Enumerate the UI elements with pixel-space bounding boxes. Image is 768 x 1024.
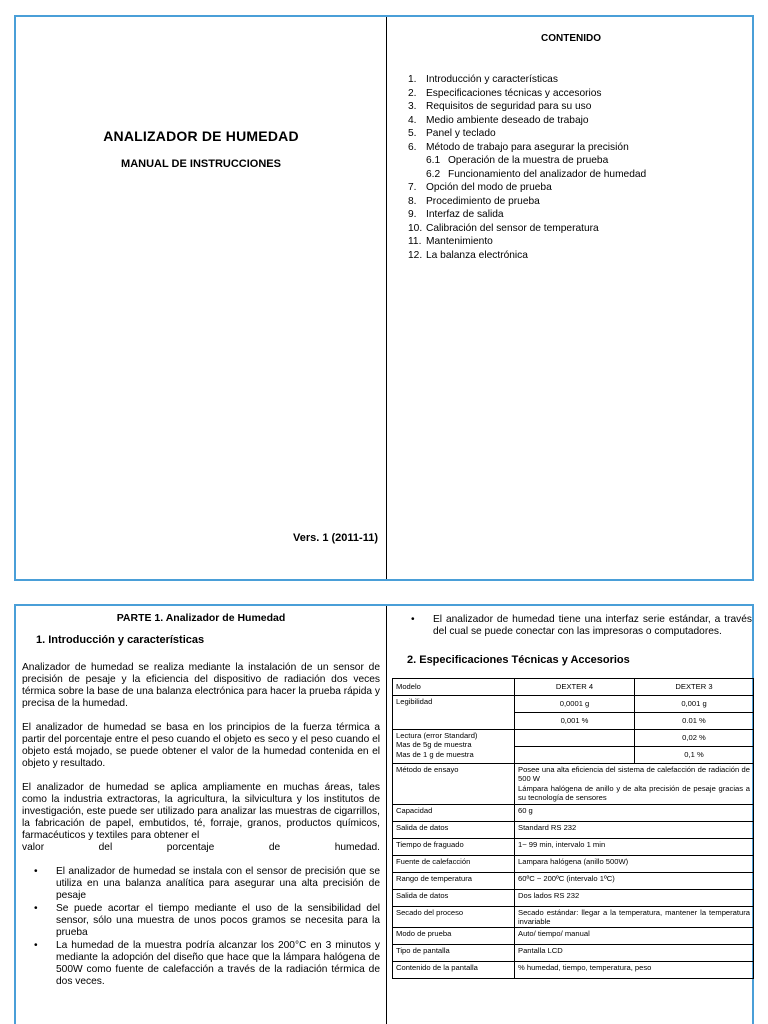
table-row [393,679,754,696]
paragraph-end [22,842,380,854]
cell-line: Lectura (error Standard) [396,731,478,740]
part-title: PARTE 1. Analizador de Humedad [116,612,286,624]
cell-line: Auto/ tiempo/ manual [518,929,590,939]
toc-item-label: Método de trabajo para asegurar la precisión [426,141,629,153]
document-title: ANALIZADOR DE HUMEDAD [103,128,299,144]
cell-line: Mas de 1 g de muestra [396,749,474,759]
toc-item [408,195,646,209]
cell-line: Standard RS 232 [518,822,577,832]
table-cell: 0,02 % [635,730,754,747]
contents-heading: CONTENIDO [541,33,601,44]
table-cell [393,730,515,764]
table-cell: Fuente de calefacción [393,855,515,872]
toc-item-label: Funcionamiento del analizador de humedad [448,168,647,180]
toc-item-label: Procedimiento de prueba [426,195,540,207]
toc-item-number: 2. [408,87,417,99]
cell-line: % humedad, tiempo, temperatura, peso [518,963,652,973]
section-heading: 1. Introducción y características [36,634,205,646]
table-cell: Método de ensayo [393,764,515,805]
table-cell: DEXTER 4 [515,679,635,696]
table-of-contents [408,73,646,262]
cell-line: Mas de 5g de muestra [396,740,472,750]
toc-item-number: 8. [408,195,417,207]
table-cell [515,747,635,764]
toc-item-number: 5. [408,128,417,139]
word: porcentaje [166,842,215,853]
toc-item [408,222,646,236]
table-cell [515,962,754,979]
section-heading: 2. Especificaciones Técnicas y Accesorios [407,654,630,666]
paragraph: Analizador de humedad se realiza mediante la instalación de un sensor de precisión de pesaje y la eficiencia del dispositivo de radiación dos veces térmica sobre la base de una balanza electrónica para hacer la prueba rápida y precisa de la humedad. [22,662,380,709]
word: de [268,842,281,853]
toc-item-label: Introducción y características [426,74,558,85]
table-row [393,730,754,747]
toc-item [408,73,646,87]
toc-item-number: 7. [408,182,417,193]
paragraph: El analizador de humedad se aplica ampliamente en muchas áreas, tales como la industria extractoras, la agricultura, la silvicultura y los institutos de investigación, este puede ser utilizado para analizar las muestras de cigarrillos, la fabricación de papel, embutidos, té, forraje, granos, productos químicos, farmacéuticos y textiles para obtener el [22,782,380,841]
table-cell: 0,0001 g [515,696,635,713]
cell-line: 60 g [518,805,533,815]
word: del [98,842,113,853]
table-cell: Rango de temperatura [393,872,515,889]
manual-page-1 [14,604,754,1024]
left-column [22,612,380,989]
table-cell: 0,001 g [635,696,754,713]
table-cell: DEXTER 3 [635,679,754,696]
table-cell: Tipo de pantalla [393,945,515,962]
feature-list [411,614,752,638]
toc-item [408,154,646,168]
table-row [393,804,754,821]
cover-page [14,15,754,581]
toc-item-label: Panel y teclado [426,128,496,139]
table-cell [515,855,754,872]
toc-item [408,114,646,128]
table-cell: Tiempo de fraguado [393,838,515,855]
toc-item-number: 9. [408,209,417,220]
document-subtitle: MANUAL DE INSTRUCCIONES [121,158,281,170]
table-cell: Modo de prueba [393,928,515,945]
table-row [393,928,754,945]
table-cell [515,730,635,747]
toc-item [408,127,646,141]
toc-item-label: Mantenimiento [426,236,493,247]
toc-item-number: 3. [408,101,417,112]
cell-line: Dos lados RS 232 [518,890,580,900]
table-row [393,945,754,962]
toc-item [408,168,646,182]
toc-item-number: 10. [408,222,423,234]
table-cell: Contenido de la pantalla [393,962,515,979]
table-row [393,838,754,855]
table-cell: Legibilidad [393,696,515,730]
toc-item [408,87,646,101]
table-row [393,962,754,979]
toc-item-number: 1. [408,74,417,85]
toc-item-label: Medio ambiente deseado de trabajo [426,114,589,126]
table-cell: 0,001 % [515,713,635,730]
cell-line: Pantalla LCD [518,946,563,956]
toc-item-number: 6. [408,141,417,153]
cell-line: 60ºC ~ 200ºC (intervalo 1ºC) [518,873,615,883]
toc-item-label: La balanza electrónica [426,249,528,261]
table-row [393,872,754,889]
list-item: • El analizador de humedad tiene una interfaz serie estándar, a través del cual se puede conectar con las impresoras o computadores. [411,614,752,638]
toc-item-label: Opción del modo de prueba [426,182,552,193]
toc-item-label: Operación de la muestra de prueba [448,155,609,166]
table-cell [515,945,754,962]
table-cell [515,906,754,928]
table-cell [515,821,754,838]
table-cell: Salida de datos [393,821,515,838]
toc-item-label: Requisitos de seguridad para su uso [426,101,592,112]
toc-item-number: 6.2 [426,168,441,180]
table-row [393,696,754,713]
table-cell [515,804,754,821]
toc-item-label: Interfaz de salida [426,209,504,220]
cell-line: Secado estándar: llegar a la temperatura, mantener la temperatura invariable [518,907,750,927]
feature-list [34,866,380,988]
toc-item-number: 6.1 [426,155,441,166]
toc-item [408,141,646,155]
page-divider [386,17,387,579]
table-cell [515,838,754,855]
cell-line: Lámpara halógena de anillo y de alta precisión de pesaje gracias a su tecnología de sensores [518,783,750,803]
table-cell: Secado del proceso [393,906,515,928]
table-cell [515,928,754,945]
table-row [393,906,754,928]
toc-item [408,100,646,114]
table-cell: 0.01 % [635,713,754,730]
table-cell: 0,1 % [635,747,754,764]
table-cell: Modelo [393,679,515,696]
paragraph: El analizador de humedad se basa en los principios de la fuerza térmica a partir del porcentaje entre el peso cuando el objeto es seco y el peso cuando el objeto está mojado, se puede obtener el valor de la humedad contenida en el objeto y resultado. [22,722,380,769]
column-divider [386,606,387,1024]
table-row [393,821,754,838]
word: valor [22,842,45,853]
table-cell [515,764,754,805]
toc-item-label: Calibración del sensor de temperatura [426,222,599,234]
table-row [393,855,754,872]
word: humedad. [334,842,380,853]
specifications-table [392,678,754,979]
version-label: Vers. 1 (2011-11) [292,532,378,544]
cell-line: Posee una alta eficiencia del sistema de calefacción de radiación de 500 W [518,765,750,784]
cell-line: 1~ 99 min, intervalo 1 min [518,839,606,849]
table-row [393,764,754,805]
table-cell [515,872,754,889]
toc-item [408,235,646,249]
table-row [393,889,754,906]
right-column [393,614,752,979]
table-cell: Salida de datos [393,889,515,906]
toc-item [408,249,646,263]
list-item: • La humedad de la muestra podría alcanzar los 200°C en 3 minutos y mediante la adopción del diseño que hace que la lámpara halógena de 500W como fuente de calefacción a través de la radiación térmica de dos veces. [34,940,380,988]
toc-item-number: 4. [408,114,417,126]
toc-item-number: 12. [408,249,423,261]
toc-item-number: 11. [408,236,422,247]
cell-line: Lampara halógena (anillo 500W) [518,856,629,866]
table-cell: Capacidad [393,804,515,821]
list-item: • El analizador de humedad se instala con el sensor de precisión que se utiliza en una balanza analítica para asegurar una alta precisión de pesaje [34,866,380,902]
toc-item [408,208,646,222]
toc-item [408,181,646,195]
table-cell [515,889,754,906]
toc-item-label: Especificaciones técnicas y accesorios [426,87,602,99]
list-item: • Se puede acortar el tiempo mediante el uso de la sensibilidad del sensor, sólo una muestra de unos pocos gramos se necesita para la prueba [34,903,380,939]
